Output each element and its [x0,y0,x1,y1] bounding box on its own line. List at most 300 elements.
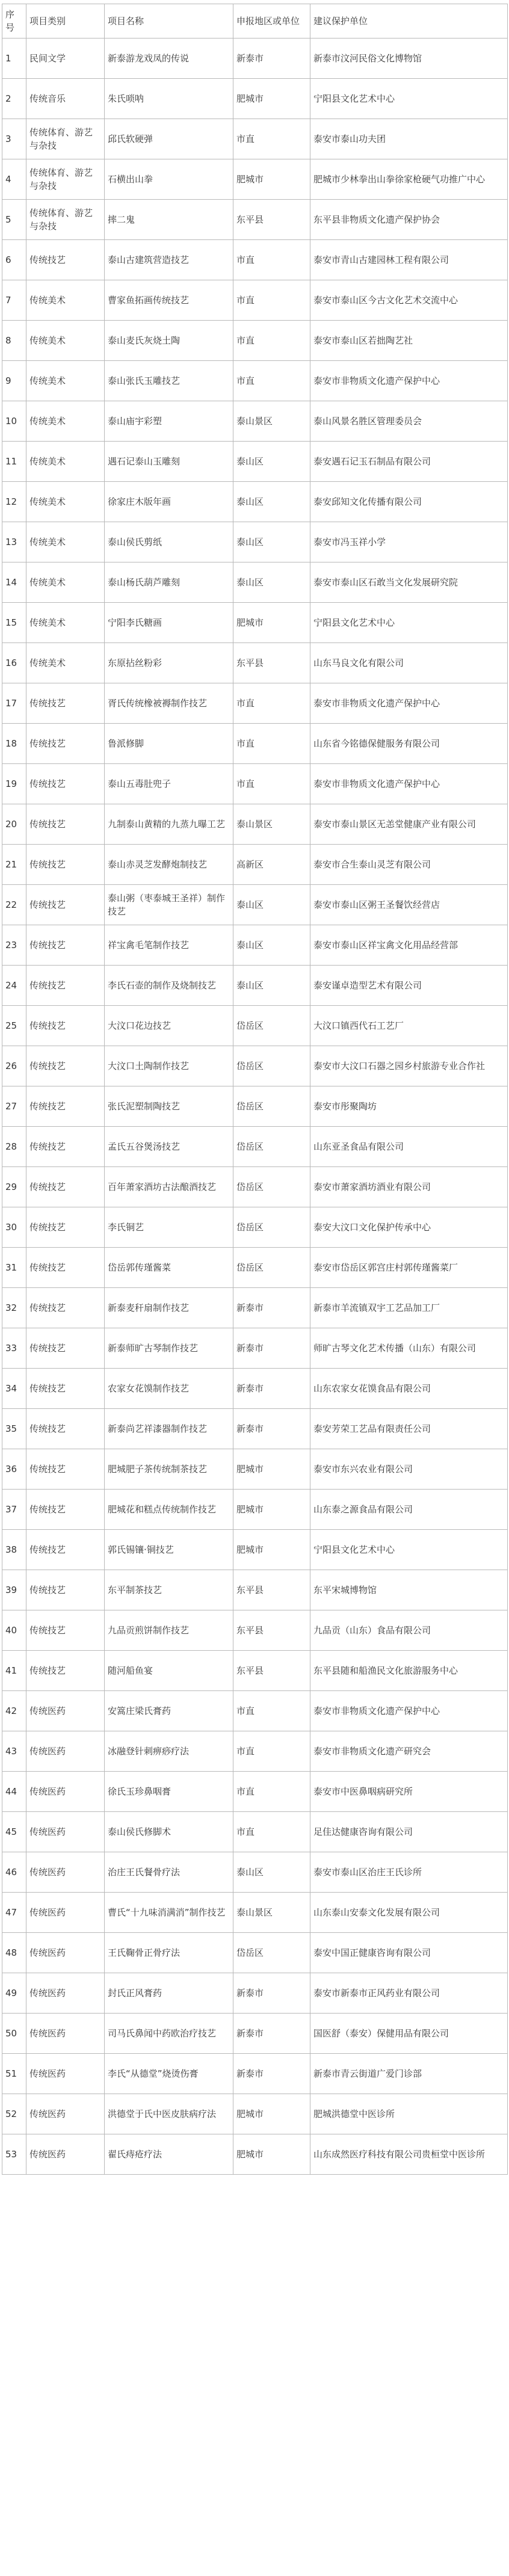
cell-protection-unit: 宁阳县文化艺术中心 [310,79,508,119]
cell-no: 19 [2,764,26,804]
header-no: 序号 [2,4,26,39]
table-row [2,1570,508,1610]
table-row [2,442,508,482]
cell-region: 市直 [233,280,310,321]
cell-protection-unit: 大汶口镇西代石工艺厂 [310,1006,508,1046]
cell-region: 泰山区 [233,442,310,482]
cell-region: 新泰市 [233,39,310,79]
table-row [2,1167,508,1207]
cell-region: 泰山区 [233,482,310,522]
cell-no: 25 [2,1006,26,1046]
cell-category: 传统技艺 [26,1409,105,1449]
cell-category: 传统技艺 [26,885,105,925]
header-region: 申报地区或单位 [233,4,310,39]
cell-region: 岱岳区 [233,1046,310,1086]
cell-project-name: 泰山粥（枣泰城王圣祥）制作技艺 [105,885,233,925]
cell-protection-unit: 泰安市大汶口石器之园乡村旅游专业合作社 [310,1046,508,1086]
table-row [2,1610,508,1651]
cell-category: 传统技艺 [26,1248,105,1288]
cell-category: 传统技艺 [26,1127,105,1167]
cell-project-name: 泰山五毒肚兜子 [105,764,233,804]
cell-region: 泰山景区 [233,804,310,845]
cell-category: 传统技艺 [26,1006,105,1046]
cell-region: 泰山区 [233,562,310,603]
cell-project-name: 泰山张氏玉雕技艺 [105,361,233,401]
cell-no: 23 [2,925,26,966]
cell-region: 市直 [233,119,310,159]
cell-no: 39 [2,1570,26,1610]
cell-no: 16 [2,643,26,683]
cell-project-name: 肥城花和糕点传统制作技艺 [105,1490,233,1530]
table-row [2,159,508,200]
cell-protection-unit: 新泰市汶河民俗文化博物馆 [310,39,508,79]
cell-category: 传统美术 [26,482,105,522]
cell-project-name: 新泰游龙戏凤的传说 [105,39,233,79]
table-row [2,240,508,280]
cell-region: 新泰市 [233,1288,310,1328]
cell-category: 传统音乐 [26,79,105,119]
cell-project-name: 大汶口花边技艺 [105,1006,233,1046]
cell-no: 8 [2,321,26,361]
table-row [2,603,508,643]
cell-project-name: 徐家庄木版年画 [105,482,233,522]
cell-category: 传统美术 [26,280,105,321]
cell-protection-unit: 山东马良文化有限公司 [310,643,508,683]
cell-no: 45 [2,1812,26,1852]
table-row [2,401,508,442]
cell-no: 14 [2,562,26,603]
cell-protection-unit: 泰安市东兴农业有限公司 [310,1449,508,1490]
cell-category: 传统技艺 [26,683,105,724]
cell-category: 传统技艺 [26,804,105,845]
cell-no: 30 [2,1207,26,1248]
table-row [2,925,508,966]
table-row [2,724,508,764]
table-row [2,1772,508,1812]
cell-region: 泰山区 [233,885,310,925]
cell-category: 传统技艺 [26,1086,105,1127]
cell-category: 传统美术 [26,321,105,361]
cell-category: 传统技艺 [26,1610,105,1651]
cell-region: 新泰市 [233,1369,310,1409]
table-row [2,361,508,401]
cell-region: 岱岳区 [233,1933,310,1973]
cell-category: 传统体育、游艺与杂技 [26,200,105,240]
cell-protection-unit: 泰安市泰山功夫团 [310,119,508,159]
cell-region: 市直 [233,1812,310,1852]
table-row [2,280,508,321]
cell-project-name: 封氏正风膏药 [105,1973,233,2014]
cell-project-name: 胥氏传统橡被褥制作技艺 [105,683,233,724]
cell-category: 传统医药 [26,1691,105,1731]
table-row [2,1731,508,1772]
cell-no: 1 [2,39,26,79]
cell-protection-unit: 泰安遇石记玉石制品有限公司 [310,442,508,482]
cell-category: 传统技艺 [26,1651,105,1691]
cell-region: 肥城市 [233,159,310,200]
cell-protection-unit: 泰安中国正健康咨询有限公司 [310,1933,508,1973]
table-row [2,1893,508,1933]
cell-category: 传统技艺 [26,724,105,764]
table-row [2,39,508,79]
cell-region: 泰山区 [233,1852,310,1893]
cell-category: 传统技艺 [26,1449,105,1490]
cell-project-name: 郭氏锡镶·铜技艺 [105,1530,233,1570]
cell-category: 传统技艺 [26,1490,105,1530]
cell-project-name: 泰山赤灵芝发酵炮制技艺 [105,845,233,885]
cell-protection-unit: 山东成然医疗科技有限公司贵桓堂中医诊所 [310,2134,508,2175]
cell-no: 47 [2,1893,26,1933]
cell-project-name: 随河船鱼宴 [105,1651,233,1691]
cell-region: 岱岳区 [233,1207,310,1248]
cell-category: 传统体育、游艺与杂技 [26,119,105,159]
cell-project-name: 遇石记泰山玉雕刻 [105,442,233,482]
cell-no: 33 [2,1328,26,1369]
cell-no: 53 [2,2134,26,2175]
cell-no: 49 [2,1973,26,2014]
cell-no: 18 [2,724,26,764]
cell-region: 肥城市 [233,1449,310,1490]
cell-protection-unit: 泰安市泰山区若拙陶艺社 [310,321,508,361]
cell-category: 传统美术 [26,401,105,442]
cell-project-name: 泰山侯氏剪纸 [105,522,233,562]
table-row [2,1933,508,1973]
cell-region: 泰山景区 [233,1893,310,1933]
cell-region: 市直 [233,724,310,764]
cell-region: 岱岳区 [233,1167,310,1207]
table-row [2,804,508,845]
cell-category: 传统美术 [26,361,105,401]
table-row [2,2054,508,2094]
cell-no: 2 [2,79,26,119]
cell-protection-unit: 东平县随和船渔民文化旅游服务中心 [310,1651,508,1691]
cell-protection-unit: 泰安市泰山区粥王圣餐饮经营店 [310,885,508,925]
cell-category: 传统技艺 [26,966,105,1006]
heritage-table [2,4,508,2175]
cell-project-name: 肥城肥子茶传统制茶技艺 [105,1449,233,1490]
cell-category: 传统医药 [26,1852,105,1893]
cell-no: 5 [2,200,26,240]
cell-category: 传统技艺 [26,1570,105,1610]
cell-project-name: 摔二鬼 [105,200,233,240]
cell-protection-unit: 泰安市彤聚陶坊 [310,1086,508,1127]
cell-protection-unit: 肥城洪德堂中医诊所 [310,2094,508,2134]
cell-region: 市直 [233,361,310,401]
cell-region: 肥城市 [233,2094,310,2134]
cell-no: 17 [2,683,26,724]
cell-no: 11 [2,442,26,482]
table-row [2,1973,508,2014]
cell-region: 泰山区 [233,522,310,562]
table-row [2,1086,508,1127]
cell-protection-unit: 泰安市岱岳区郭宫庄村郭传瑾酱菜厂 [310,1248,508,1288]
table-row [2,1651,508,1691]
cell-project-name: 曹家鱼拓画传统技艺 [105,280,233,321]
cell-protection-unit: 泰安芳荣工艺品有限责任公司 [310,1409,508,1449]
table-row [2,321,508,361]
cell-region: 肥城市 [233,79,310,119]
cell-project-name: 邱氏软硬弹 [105,119,233,159]
cell-project-name: 泰山杨氏葫芦雕刻 [105,562,233,603]
cell-category: 传统技艺 [26,1328,105,1369]
cell-region: 新泰市 [233,1973,310,2014]
cell-no: 42 [2,1691,26,1731]
table-row [2,683,508,724]
cell-region: 肥城市 [233,2134,310,2175]
cell-no: 31 [2,1248,26,1288]
cell-region: 新泰市 [233,2054,310,2094]
cell-category: 传统技艺 [26,240,105,280]
cell-protection-unit: 九品贡（山东）食品有限公司 [310,1610,508,1651]
cell-region: 市直 [233,764,310,804]
cell-region: 市直 [233,1772,310,1812]
cell-category: 传统美术 [26,442,105,482]
cell-no: 21 [2,845,26,885]
cell-region: 东平县 [233,1651,310,1691]
table-row [2,1328,508,1369]
table-row [2,2094,508,2134]
cell-protection-unit: 山东农家女花馍食品有限公司 [310,1369,508,1409]
cell-protection-unit: 师旷古琴文化艺术传播（山东）有限公司 [310,1328,508,1369]
cell-no: 10 [2,401,26,442]
cell-no: 32 [2,1288,26,1328]
cell-region: 肥城市 [233,1490,310,1530]
header-category: 项目类别 [26,4,105,39]
cell-project-name: 朱氏唢呐 [105,79,233,119]
cell-protection-unit: 东平宋城博物馆 [310,1570,508,1610]
table-row [2,1691,508,1731]
table-row [2,1449,508,1490]
cell-protection-unit: 泰安市合生泰山灵芝有限公司 [310,845,508,885]
cell-no: 7 [2,280,26,321]
cell-project-name: 孟氏五谷煲汤技艺 [105,1127,233,1167]
table-row [2,562,508,603]
table-row [2,885,508,925]
table-row [2,1369,508,1409]
cell-no: 15 [2,603,26,643]
cell-region: 泰山景区 [233,401,310,442]
cell-no: 36 [2,1449,26,1490]
cell-no: 4 [2,159,26,200]
table-row [2,1046,508,1086]
cell-project-name: 安篙庄梁氏膏药 [105,1691,233,1731]
table-row [2,1852,508,1893]
cell-category: 传统技艺 [26,1530,105,1570]
cell-project-name: 司马氏鼻闻中药欧治疗技艺 [105,2014,233,2054]
cell-category: 传统技艺 [26,1046,105,1086]
cell-project-name: 百年萧家酒坊古法酿酒技艺 [105,1167,233,1207]
cell-no: 44 [2,1772,26,1812]
table-row [2,1409,508,1449]
cell-protection-unit: 泰安市非物质文化遗产保护中心 [310,361,508,401]
cell-project-name: 祥宝禽毛笔制作技艺 [105,925,233,966]
cell-protection-unit: 泰安大汶口文化保护传承中心 [310,1207,508,1248]
cell-no: 6 [2,240,26,280]
cell-category: 传统医药 [26,1772,105,1812]
cell-region: 泰山区 [233,925,310,966]
cell-project-name: 泰山侯氏修脚术 [105,1812,233,1852]
table-row [2,643,508,683]
table-row [2,79,508,119]
cell-no: 28 [2,1127,26,1167]
table-row [2,200,508,240]
cell-project-name: 泰山麦氏灰烧土陶 [105,321,233,361]
cell-protection-unit: 山东泰之源食品有限公司 [310,1490,508,1530]
cell-protection-unit: 宁阳县文化艺术中心 [310,1530,508,1570]
cell-protection-unit: 泰安邱知文化传播有限公司 [310,482,508,522]
cell-project-name: 徐氏玉珍鼻咽膏 [105,1772,233,1812]
cell-protection-unit: 泰安谨卓造型艺术有限公司 [310,966,508,1006]
cell-category: 传统美术 [26,562,105,603]
cell-project-name: 李氏“从德堂”烧烫伤膏 [105,2054,233,2094]
cell-region: 岱岳区 [233,1248,310,1288]
cell-project-name: 泰山庙宇彩塑 [105,401,233,442]
cell-project-name: 洪德堂于氏中医皮肤病疗法 [105,2094,233,2134]
cell-protection-unit: 泰安市中医鼻咽病研究所 [310,1772,508,1812]
cell-region: 新泰市 [233,2014,310,2054]
cell-category: 传统医药 [26,1973,105,2014]
cell-protection-unit: 山东省今铭德保健服务有限公司 [310,724,508,764]
cell-project-name: 李氏铜艺 [105,1207,233,1248]
cell-protection-unit: 宁阳县文化艺术中心 [310,603,508,643]
cell-no: 48 [2,1933,26,1973]
cell-project-name: 曹氏“十九味消满消”制作技艺 [105,1893,233,1933]
cell-no: 51 [2,2054,26,2094]
cell-category: 传统医药 [26,2054,105,2094]
cell-protection-unit: 足佳达健康咨询有限公司 [310,1812,508,1852]
cell-protection-unit: 泰安市泰山景区无恙堂健康产业有限公司 [310,804,508,845]
cell-protection-unit: 泰安市新泰市正风药业有限公司 [310,1973,508,2014]
cell-no: 52 [2,2094,26,2134]
header-project-name: 项目名称 [105,4,233,39]
cell-region: 新泰市 [233,1409,310,1449]
cell-region: 市直 [233,1731,310,1772]
table-row [2,1248,508,1288]
cell-protection-unit: 泰山风景名胜区管理委员会 [310,401,508,442]
cell-region: 市直 [233,321,310,361]
cell-no: 27 [2,1086,26,1127]
cell-project-name: 张氏泥塑制陶技艺 [105,1086,233,1127]
cell-project-name: 王氏鞠骨正骨疗法 [105,1933,233,1973]
table-row [2,1127,508,1167]
cell-project-name: 李氏石壶的制作及烧制技艺 [105,966,233,1006]
header-protection-unit: 建议保护单位 [310,4,508,39]
cell-protection-unit: 泰安市泰山区祥宝禽文化用品经营部 [310,925,508,966]
cell-category: 传统技艺 [26,1369,105,1409]
cell-protection-unit: 泰安市青山古建园林工程有限公司 [310,240,508,280]
cell-category: 传统技艺 [26,1207,105,1248]
cell-protection-unit: 山东亚圣食品有限公司 [310,1127,508,1167]
cell-protection-unit: 东平县非物质文化遗产保护协会 [310,200,508,240]
cell-protection-unit: 国医舒（泰安）保健用品有限公司 [310,2014,508,2054]
cell-category: 传统医药 [26,1812,105,1852]
cell-protection-unit: 泰安市泰山区治庄王氏诊所 [310,1852,508,1893]
table-row [2,1006,508,1046]
cell-category: 传统美术 [26,643,105,683]
cell-no: 34 [2,1369,26,1409]
cell-category: 传统技艺 [26,845,105,885]
cell-protection-unit: 泰安市泰山区今古文化艺术交流中心 [310,280,508,321]
cell-project-name: 石横出山拳 [105,159,233,200]
cell-project-name: 宁阳李氏糖画 [105,603,233,643]
cell-no: 43 [2,1731,26,1772]
table-row [2,966,508,1006]
cell-region: 肥城市 [233,603,310,643]
cell-no: 26 [2,1046,26,1086]
cell-project-name: 翟氏痔疮疗法 [105,2134,233,2175]
cell-category: 传统美术 [26,603,105,643]
cell-category: 传统技艺 [26,764,105,804]
cell-project-name: 冰融登针刺痹痧疗法 [105,1731,233,1772]
cell-no: 40 [2,1610,26,1651]
cell-protection-unit: 泰安市非物质文化遗产保护中心 [310,1691,508,1731]
cell-project-name: 九制泰山黄精的九蒸九曝工艺 [105,804,233,845]
table-row [2,764,508,804]
cell-protection-unit: 泰安市非物质文化遗产研究会 [310,1731,508,1772]
cell-region: 新泰市 [233,1328,310,1369]
table-row [2,1207,508,1248]
cell-region: 东平县 [233,200,310,240]
table-row [2,2134,508,2175]
header-row [2,4,508,39]
cell-region: 东平县 [233,643,310,683]
cell-no: 29 [2,1167,26,1207]
cell-protection-unit: 泰安市非物质文化遗产保护中心 [310,683,508,724]
cell-category: 传统技艺 [26,1167,105,1207]
cell-category: 传统医药 [26,1731,105,1772]
cell-category: 传统技艺 [26,1288,105,1328]
cell-region: 泰山区 [233,966,310,1006]
cell-region: 肥城市 [233,1530,310,1570]
cell-region: 高新区 [233,845,310,885]
cell-no: 22 [2,885,26,925]
cell-no: 20 [2,804,26,845]
cell-no: 41 [2,1651,26,1691]
cell-region: 市直 [233,1691,310,1731]
cell-region: 岱岳区 [233,1086,310,1127]
cell-protection-unit: 新泰市羊流镇双宇工艺品加工厂 [310,1288,508,1328]
cell-project-name: 大汶口土陶制作技艺 [105,1046,233,1086]
table-row [2,1812,508,1852]
cell-category: 传统医药 [26,1893,105,1933]
cell-category: 传统医药 [26,2134,105,2175]
cell-project-name: 东平制茶技艺 [105,1570,233,1610]
cell-category: 传统技艺 [26,925,105,966]
cell-project-name: 新泰麦秆扇制作技艺 [105,1288,233,1328]
table-row [2,2014,508,2054]
cell-protection-unit: 泰安市非物质文化遗产保护中心 [310,764,508,804]
table-row [2,845,508,885]
table-row [2,1490,508,1530]
table-header [2,4,508,39]
cell-protection-unit: 泰安市泰山区石敢当文化发展研究院 [310,562,508,603]
table-row [2,119,508,159]
cell-region: 东平县 [233,1570,310,1610]
table-row [2,522,508,562]
cell-no: 24 [2,966,26,1006]
cell-category: 民间文学 [26,39,105,79]
cell-category: 传统美术 [26,522,105,562]
cell-project-name: 东原拈丝粉彩 [105,643,233,683]
cell-no: 46 [2,1852,26,1893]
cell-region: 东平县 [233,1610,310,1651]
page [0,4,509,2175]
cell-category: 传统医药 [26,2014,105,2054]
table-body [2,39,508,2175]
cell-project-name: 鲁派修脚 [105,724,233,764]
cell-region: 岱岳区 [233,1127,310,1167]
cell-no: 38 [2,1530,26,1570]
